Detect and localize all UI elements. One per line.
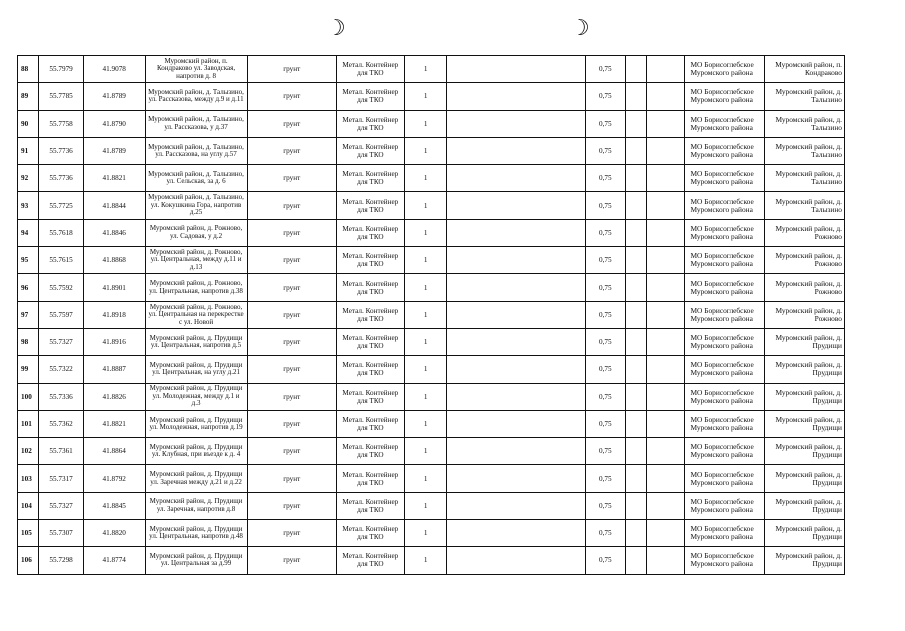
surface-cell: грунт	[247, 274, 336, 301]
row-number: 97	[18, 301, 39, 328]
row-number: 105	[18, 520, 39, 547]
empty-cell	[447, 520, 585, 547]
latitude-cell: 55.7298	[39, 547, 84, 574]
latitude-cell: 55.7322	[39, 356, 84, 383]
empty-cell	[647, 492, 685, 519]
empty-cell	[647, 301, 685, 328]
empty-cell	[647, 520, 685, 547]
surface-cell: грунт	[247, 137, 336, 164]
row-number: 96	[18, 274, 39, 301]
latitude-cell: 55.7361	[39, 438, 84, 465]
address-cell: Муромский район, д. Прудищи ул. Заречная между д.21 и д.22	[145, 465, 247, 492]
container-type-cell: Метал. Контейнер для ТКО	[336, 110, 404, 137]
address-cell: Муромский район, д. Талызино, ул. Рассказова, на углу д.57	[145, 137, 247, 164]
container-type-cell: Метал. Контейнер для ТКО	[336, 165, 404, 192]
address-cell: Муромский район, д. Прудищи ул. Центральная, на углу д.21	[145, 356, 247, 383]
locality-cell: Муромский район, д. Талызино	[765, 83, 845, 110]
locality-cell: Муромский район, д. Прудищи	[765, 328, 845, 355]
empty-cell	[625, 301, 646, 328]
table-row	[18, 520, 845, 547]
container-count-cell: 1	[404, 301, 447, 328]
locality-cell: Муромский район, д. Рожново	[765, 219, 845, 246]
owner-cell: МО Борисоглебское Муромского района	[685, 301, 765, 328]
surface-cell: грунт	[247, 383, 336, 410]
empty-cell	[625, 465, 646, 492]
volume-cell: 0,75	[585, 247, 625, 274]
address-cell: Муромский район, д. Талызино, ул. Сельская, за д. 6	[145, 165, 247, 192]
empty-cell	[447, 192, 585, 219]
row-number: 95	[18, 247, 39, 274]
owner-cell: МО Борисоглебское Муромского района	[685, 410, 765, 437]
empty-cell	[625, 383, 646, 410]
container-count-cell: 1	[404, 110, 447, 137]
table-row	[18, 247, 845, 274]
container-count-cell: 1	[404, 56, 447, 83]
empty-cell	[447, 219, 585, 246]
latitude-cell: 55.7785	[39, 83, 84, 110]
empty-cell	[447, 83, 585, 110]
table-row	[18, 356, 845, 383]
empty-cell	[647, 438, 685, 465]
empty-cell	[447, 137, 585, 164]
locality-cell: Муромский район, д. Прудищи	[765, 465, 845, 492]
empty-cell	[647, 110, 685, 137]
address-cell: Муромский район, д. Прудищи ул. Заречная, напротив д.8	[145, 492, 247, 519]
longitude-cell: 41.8826	[83, 383, 145, 410]
volume-cell: 0,75	[585, 56, 625, 83]
binder-hole-mark-right: ☽	[570, 16, 590, 41]
volume-cell: 0,75	[585, 110, 625, 137]
container-type-cell: Метал. Контейнер для ТКО	[336, 247, 404, 274]
address-cell: Муромский район, д. Талызино, ул. Кокушкина Гора, напротив д.25	[145, 192, 247, 219]
empty-cell	[447, 383, 585, 410]
surface-cell: грунт	[247, 301, 336, 328]
container-type-cell: Метал. Контейнер для ТКО	[336, 465, 404, 492]
locality-cell: Муромский район, д. Прудищи	[765, 410, 845, 437]
latitude-cell: 55.7317	[39, 465, 84, 492]
container-count-cell: 1	[404, 192, 447, 219]
container-type-cell: Метал. Контейнер для ТКО	[336, 547, 404, 574]
container-count-cell: 1	[404, 328, 447, 355]
surface-cell: грунт	[247, 110, 336, 137]
longitude-cell: 41.8789	[83, 83, 145, 110]
locality-cell: Муромский район, д. Талызино	[765, 165, 845, 192]
surface-cell: грунт	[247, 219, 336, 246]
longitude-cell: 41.8846	[83, 219, 145, 246]
empty-cell	[647, 83, 685, 110]
address-cell: Муромский район, д. Прудищи ул. Молодежная, напротив д.19	[145, 410, 247, 437]
surface-cell: грунт	[247, 356, 336, 383]
row-number: 94	[18, 219, 39, 246]
empty-cell	[647, 219, 685, 246]
longitude-cell: 41.8792	[83, 465, 145, 492]
volume-cell: 0,75	[585, 83, 625, 110]
locality-cell: Муромский район, д. Рожново	[765, 274, 845, 301]
container-count-cell: 1	[404, 547, 447, 574]
surface-cell: грунт	[247, 465, 336, 492]
longitude-cell: 41.8790	[83, 110, 145, 137]
empty-cell	[447, 356, 585, 383]
longitude-cell: 41.8887	[83, 356, 145, 383]
latitude-cell: 55.7362	[39, 410, 84, 437]
table-row	[18, 274, 845, 301]
empty-cell	[447, 110, 585, 137]
latitude-cell: 55.7336	[39, 383, 84, 410]
container-type-cell: Метал. Контейнер для ТКО	[336, 83, 404, 110]
container-type-cell: Метал. Контейнер для ТКО	[336, 56, 404, 83]
locality-cell: Муромский район, д. Прудищи	[765, 547, 845, 574]
table-row	[18, 438, 845, 465]
table-row	[18, 165, 845, 192]
table-row	[18, 492, 845, 519]
volume-cell: 0,75	[585, 383, 625, 410]
empty-cell	[625, 110, 646, 137]
empty-cell	[447, 56, 585, 83]
row-number: 99	[18, 356, 39, 383]
latitude-cell: 55.7736	[39, 137, 84, 164]
empty-cell	[647, 192, 685, 219]
row-number: 88	[18, 56, 39, 83]
container-type-cell: Метал. Контейнер для ТКО	[336, 438, 404, 465]
row-number: 101	[18, 410, 39, 437]
address-cell: Муромский район, п. Кондраково ул. Заводская, напротив д. 8	[145, 56, 247, 83]
container-count-cell: 1	[404, 465, 447, 492]
surface-cell: грунт	[247, 410, 336, 437]
empty-cell	[625, 165, 646, 192]
longitude-cell: 41.8774	[83, 547, 145, 574]
binder-hole-mark-left: ☽	[326, 16, 346, 41]
empty-cell	[447, 410, 585, 437]
empty-cell	[625, 137, 646, 164]
locality-cell: Муромский район, д. Прудищи	[765, 356, 845, 383]
empty-cell	[647, 465, 685, 492]
locality-cell: Муромский район, д. Прудищи	[765, 438, 845, 465]
surface-cell: грунт	[247, 192, 336, 219]
container-count-cell: 1	[404, 356, 447, 383]
empty-cell	[447, 438, 585, 465]
row-number: 104	[18, 492, 39, 519]
owner-cell: МО Борисоглебское Муромского района	[685, 192, 765, 219]
volume-cell: 0,75	[585, 520, 625, 547]
container-type-cell: Метал. Контейнер для ТКО	[336, 137, 404, 164]
surface-cell: грунт	[247, 165, 336, 192]
surface-cell: грунт	[247, 328, 336, 355]
address-cell: Муромский район, д. Прудищи ул. Клубная, при въезде к д. 4	[145, 438, 247, 465]
longitude-cell: 41.8821	[83, 410, 145, 437]
row-number: 93	[18, 192, 39, 219]
container-count-cell: 1	[404, 165, 447, 192]
address-cell: Муромский район, д. Талызино, ул. Рассказова, между д.9 и д.11	[145, 83, 247, 110]
empty-cell	[447, 492, 585, 519]
table-row	[18, 83, 845, 110]
volume-cell: 0,75	[585, 165, 625, 192]
container-count-cell: 1	[404, 83, 447, 110]
empty-cell	[625, 410, 646, 437]
latitude-cell: 55.7615	[39, 247, 84, 274]
latitude-cell: 55.7597	[39, 301, 84, 328]
owner-cell: МО Борисоглебское Муромского района	[685, 492, 765, 519]
row-number: 103	[18, 465, 39, 492]
container-type-cell: Метал. Контейнер для ТКО	[336, 356, 404, 383]
locality-cell: Муромский район, д. Рожново	[765, 301, 845, 328]
row-number: 106	[18, 547, 39, 574]
owner-cell: МО Борисоглебское Муромского района	[685, 383, 765, 410]
locality-cell: Муромский район, д. Прудищи	[765, 492, 845, 519]
locality-cell: Муромский район, д. Прудищи	[765, 383, 845, 410]
container-count-cell: 1	[404, 383, 447, 410]
empty-cell	[647, 165, 685, 192]
owner-cell: МО Борисоглебское Муромского района	[685, 247, 765, 274]
volume-cell: 0,75	[585, 219, 625, 246]
empty-cell	[647, 356, 685, 383]
locality-cell: Муромский район, д. Рожново	[765, 247, 845, 274]
locality-cell: Муромский район, д. Прудищи	[765, 520, 845, 547]
container-sites-table	[17, 55, 845, 575]
empty-cell	[447, 247, 585, 274]
container-type-cell: Метал. Контейнер для ТКО	[336, 192, 404, 219]
longitude-cell: 41.8916	[83, 328, 145, 355]
address-cell: Муромский район, д. Рожново, ул. Садовая, у д.2	[145, 219, 247, 246]
container-type-cell: Метал. Контейнер для ТКО	[336, 410, 404, 437]
address-cell: Муромский район, д. Прудищи ул. Молодежная, между д.1 и д.3	[145, 383, 247, 410]
longitude-cell: 41.8821	[83, 165, 145, 192]
row-number: 98	[18, 328, 39, 355]
address-cell: Муромский район, д. Прудищи ул. Центральная, напротив д.5	[145, 328, 247, 355]
empty-cell	[625, 356, 646, 383]
volume-cell: 0,75	[585, 137, 625, 164]
empty-cell	[625, 192, 646, 219]
container-count-cell: 1	[404, 492, 447, 519]
latitude-cell: 55.7736	[39, 165, 84, 192]
table-row	[18, 465, 845, 492]
surface-cell: грунт	[247, 547, 336, 574]
container-type-cell: Метал. Контейнер для ТКО	[336, 520, 404, 547]
owner-cell: МО Борисоглебское Муромского района	[685, 274, 765, 301]
address-cell: Муромский район, д. Рожново, ул. Центральная на перекрестке с ул. Новой	[145, 301, 247, 328]
volume-cell: 0,75	[585, 192, 625, 219]
empty-cell	[647, 247, 685, 274]
volume-cell: 0,75	[585, 547, 625, 574]
row-number: 100	[18, 383, 39, 410]
volume-cell: 0,75	[585, 465, 625, 492]
empty-cell	[647, 383, 685, 410]
volume-cell: 0,75	[585, 492, 625, 519]
empty-cell	[625, 83, 646, 110]
volume-cell: 0,75	[585, 328, 625, 355]
address-cell: Муромский район, д. Рожново, ул. Центральная, напротив д.38	[145, 274, 247, 301]
longitude-cell: 41.8864	[83, 438, 145, 465]
empty-cell	[647, 56, 685, 83]
longitude-cell: 41.8789	[83, 137, 145, 164]
latitude-cell: 55.7592	[39, 274, 84, 301]
latitude-cell: 55.7618	[39, 219, 84, 246]
owner-cell: МО Борисоглебское Муромского района	[685, 520, 765, 547]
container-type-cell: Метал. Контейнер для ТКО	[336, 219, 404, 246]
empty-cell	[625, 56, 646, 83]
owner-cell: МО Борисоглебское Муромского района	[685, 438, 765, 465]
locality-cell: Муромский район, п. Кондраково	[765, 56, 845, 83]
longitude-cell: 41.8844	[83, 192, 145, 219]
longitude-cell: 41.9078	[83, 56, 145, 83]
latitude-cell: 55.7327	[39, 328, 84, 355]
container-count-cell: 1	[404, 410, 447, 437]
container-count-cell: 1	[404, 438, 447, 465]
table-row	[18, 383, 845, 410]
locality-cell: Муромский район, д. Талызино	[765, 192, 845, 219]
row-number: 90	[18, 110, 39, 137]
latitude-cell: 55.7725	[39, 192, 84, 219]
empty-cell	[625, 328, 646, 355]
table-row	[18, 219, 845, 246]
owner-cell: МО Борисоглебское Муромского района	[685, 465, 765, 492]
owner-cell: МО Борисоглебское Муромского района	[685, 165, 765, 192]
owner-cell: МО Борисоглебское Муромского района	[685, 83, 765, 110]
table-row	[18, 301, 845, 328]
owner-cell: МО Борисоглебское Муромского района	[685, 56, 765, 83]
container-type-cell: Метал. Контейнер для ТКО	[336, 274, 404, 301]
owner-cell: МО Борисоглебское Муромского района	[685, 219, 765, 246]
latitude-cell: 55.7979	[39, 56, 84, 83]
table-row	[18, 547, 845, 574]
table-row	[18, 56, 845, 83]
container-count-cell: 1	[404, 219, 447, 246]
empty-cell	[625, 547, 646, 574]
surface-cell: грунт	[247, 56, 336, 83]
row-number: 102	[18, 438, 39, 465]
longitude-cell: 41.8845	[83, 492, 145, 519]
owner-cell: МО Борисоглебское Муромского района	[685, 137, 765, 164]
row-number: 92	[18, 165, 39, 192]
table-row	[18, 110, 845, 137]
owner-cell: МО Борисоглебское Муромского района	[685, 110, 765, 137]
empty-cell	[647, 547, 685, 574]
container-count-cell: 1	[404, 247, 447, 274]
owner-cell: МО Борисоглебское Муромского района	[685, 356, 765, 383]
container-type-cell: Метал. Контейнер для ТКО	[336, 328, 404, 355]
row-number: 91	[18, 137, 39, 164]
container-count-cell: 1	[404, 137, 447, 164]
latitude-cell: 55.7307	[39, 520, 84, 547]
volume-cell: 0,75	[585, 410, 625, 437]
owner-cell: МО Борисоглебское Муромского района	[685, 547, 765, 574]
container-type-cell: Метал. Контейнер для ТКО	[336, 492, 404, 519]
longitude-cell: 41.8820	[83, 520, 145, 547]
table-row	[18, 137, 845, 164]
table-row	[18, 410, 845, 437]
empty-cell	[447, 165, 585, 192]
surface-cell: грунт	[247, 438, 336, 465]
latitude-cell: 55.7327	[39, 492, 84, 519]
surface-cell: грунт	[247, 83, 336, 110]
address-cell: Муромский район, д. Прудищи ул. Центральная, напротив д.48	[145, 520, 247, 547]
empty-cell	[447, 274, 585, 301]
empty-cell	[625, 492, 646, 519]
address-cell: Муромский район, д. Рожново, ул. Центральная, между д.11 и д.13	[145, 247, 247, 274]
surface-cell: грунт	[247, 520, 336, 547]
locality-cell: Муромский район, д. Талызино	[765, 110, 845, 137]
volume-cell: 0,75	[585, 438, 625, 465]
container-count-cell: 1	[404, 520, 447, 547]
empty-cell	[647, 328, 685, 355]
surface-cell: грунт	[247, 492, 336, 519]
longitude-cell: 41.8868	[83, 247, 145, 274]
empty-cell	[625, 219, 646, 246]
empty-cell	[447, 465, 585, 492]
table-row	[18, 328, 845, 355]
container-type-cell: Метал. Контейнер для ТКО	[336, 383, 404, 410]
empty-cell	[447, 547, 585, 574]
latitude-cell: 55.7758	[39, 110, 84, 137]
empty-cell	[625, 438, 646, 465]
empty-cell	[647, 410, 685, 437]
empty-cell	[625, 520, 646, 547]
longitude-cell: 41.8901	[83, 274, 145, 301]
container-type-cell: Метал. Контейнер для ТКО	[336, 301, 404, 328]
volume-cell: 0,75	[585, 274, 625, 301]
empty-cell	[625, 274, 646, 301]
surface-cell: грунт	[247, 247, 336, 274]
empty-cell	[447, 328, 585, 355]
volume-cell: 0,75	[585, 356, 625, 383]
row-number: 89	[18, 83, 39, 110]
address-cell: Муромский район, д. Прудищи ул. Центральная за д.99	[145, 547, 247, 574]
volume-cell: 0,75	[585, 301, 625, 328]
address-cell: Муромский район, д. Талызино, ул. Рассказова, у д.37	[145, 110, 247, 137]
locality-cell: Муромский район, д. Талызино	[765, 137, 845, 164]
empty-cell	[647, 274, 685, 301]
empty-cell	[625, 247, 646, 274]
empty-cell	[647, 137, 685, 164]
empty-cell	[447, 301, 585, 328]
table-row	[18, 192, 845, 219]
owner-cell: МО Борисоглебское Муромского района	[685, 328, 765, 355]
longitude-cell: 41.8918	[83, 301, 145, 328]
container-count-cell: 1	[404, 274, 447, 301]
